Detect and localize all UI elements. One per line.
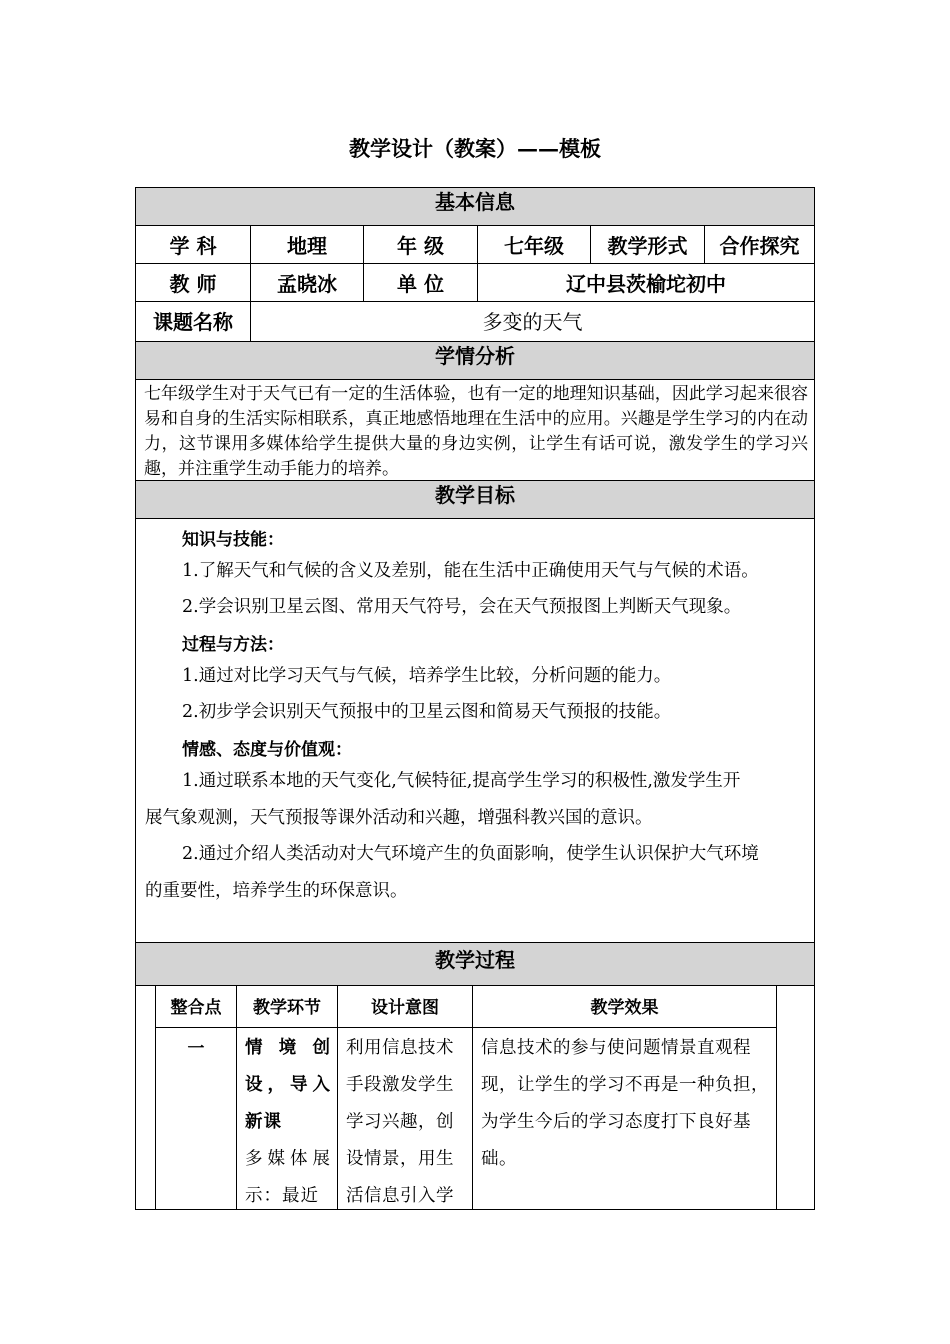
- basic-info-row-1: [135, 225, 815, 264]
- goals-body: [135, 518, 815, 943]
- row-effect-cell: [472, 1028, 776, 1210]
- process-table: [155, 985, 777, 1210]
- basic-info-row-3: [135, 301, 815, 342]
- analysis-text: 七年级学生对于天气已有一定的生活体验，也有一定的地理知识基础，因此学习起来很容易和自身的生活实际相联系，真正地感悟地理在生活中的应用。兴趣是学生学习的内在动力，这节课用多媒体给学生提供大量的身边实例，让学生有话可说，激发学生的学习兴趣，并注重学生动手能力的培养。: [144, 384, 808, 479]
- knowledge-title: 知识与技能：: [182, 530, 284, 550]
- emotion-item-2-line-2: 的重要性，培养学生的环保意识。: [145, 881, 408, 901]
- form-value: 合作探究: [704, 226, 814, 263]
- row-step-title: 情 境 创设，导入新课: [245, 1038, 331, 1132]
- col-header-effect: 教学效果: [472, 985, 776, 1027]
- process-title-text: 教学过程: [435, 948, 515, 972]
- knowledge-item-1: 1.了解天气和气候的含义及差别，能在生活中正确使用天气与气候的术语。: [182, 561, 759, 581]
- unit-value: 辽中县茨榆坨初中: [477, 264, 814, 301]
- form-label: 教学形式: [590, 226, 704, 263]
- emotion-item-1-line-2: 展气象观测，天气预报等课外活动和兴趣，增强科教兴国的意识。: [145, 808, 653, 828]
- goals-title: 教学目标: [435, 483, 515, 507]
- process-table-row: [156, 1028, 776, 1210]
- row-step-cell: [236, 1028, 337, 1210]
- grade-value: 七年级: [477, 226, 590, 263]
- analysis-header: [135, 341, 815, 380]
- process-item-2: 2.初步学会识别天气预报中的卫星云图和简易天气预报的技能。: [182, 702, 672, 722]
- topic-value: 多变的天气: [250, 302, 814, 341]
- basic-info-title: 基本信息: [435, 190, 515, 214]
- row-effect: 信息技术的参与使问题情景直观程现，让学生的学习不再是一种负担，为学生今后的学习态度打下良好基础。: [481, 1038, 769, 1169]
- process-table-header-row: [156, 985, 776, 1028]
- document-title: 教学设计（教案）——模板: [349, 136, 601, 161]
- subject-value: 地理: [250, 226, 363, 263]
- unit-label: 单 位: [363, 264, 477, 301]
- knowledge-item-2: 2.学会识别卫星云图、常用天气符号，会在天气预报图上判断天气现象。: [182, 597, 742, 617]
- row-intent-cell: [337, 1028, 472, 1210]
- analysis-title: 学情分析: [435, 344, 515, 368]
- col-header-step: 教学环节: [236, 985, 337, 1027]
- emotion-title: 情感、态度与价值观：: [182, 740, 352, 760]
- subject-label: 学 科: [169, 234, 217, 258]
- row-intent: 利用信息技术手段激发学生学习兴趣，创设情景，用生活信息引入学: [346, 1038, 454, 1206]
- col-header-point: 整合点: [170, 998, 222, 1018]
- process-item-1: 1.通过对比学习天气与气候，培养学生比较，分析问题的能力。: [182, 666, 672, 686]
- col-header-intent: 设计意图: [337, 985, 472, 1027]
- emotion-item-1-line-1: 1.通过联系本地的天气变化,气候特征,提高学生学习的积极性,激发学生开: [182, 771, 741, 791]
- basic-info-row-2: [135, 263, 815, 302]
- emotion-item-2-line-1: 2.通过介绍人类活动对大气环境产生的负面影响，使学生认识保护大气环境: [182, 844, 759, 864]
- process-title: 过程与方法：: [182, 635, 284, 655]
- row-step-text: 多媒体展示：最近: [245, 1149, 331, 1206]
- teacher-label: 教 师: [169, 272, 217, 296]
- analysis-body: [135, 379, 815, 481]
- topic-label: 课题名称: [153, 310, 233, 334]
- basic-info-header: [135, 187, 815, 226]
- process-header: [135, 942, 815, 986]
- grade-label: 年 级: [363, 226, 477, 263]
- goals-header: [135, 480, 815, 519]
- teacher-value: 孟晓冰: [250, 264, 363, 301]
- row-point: 一: [187, 1039, 205, 1059]
